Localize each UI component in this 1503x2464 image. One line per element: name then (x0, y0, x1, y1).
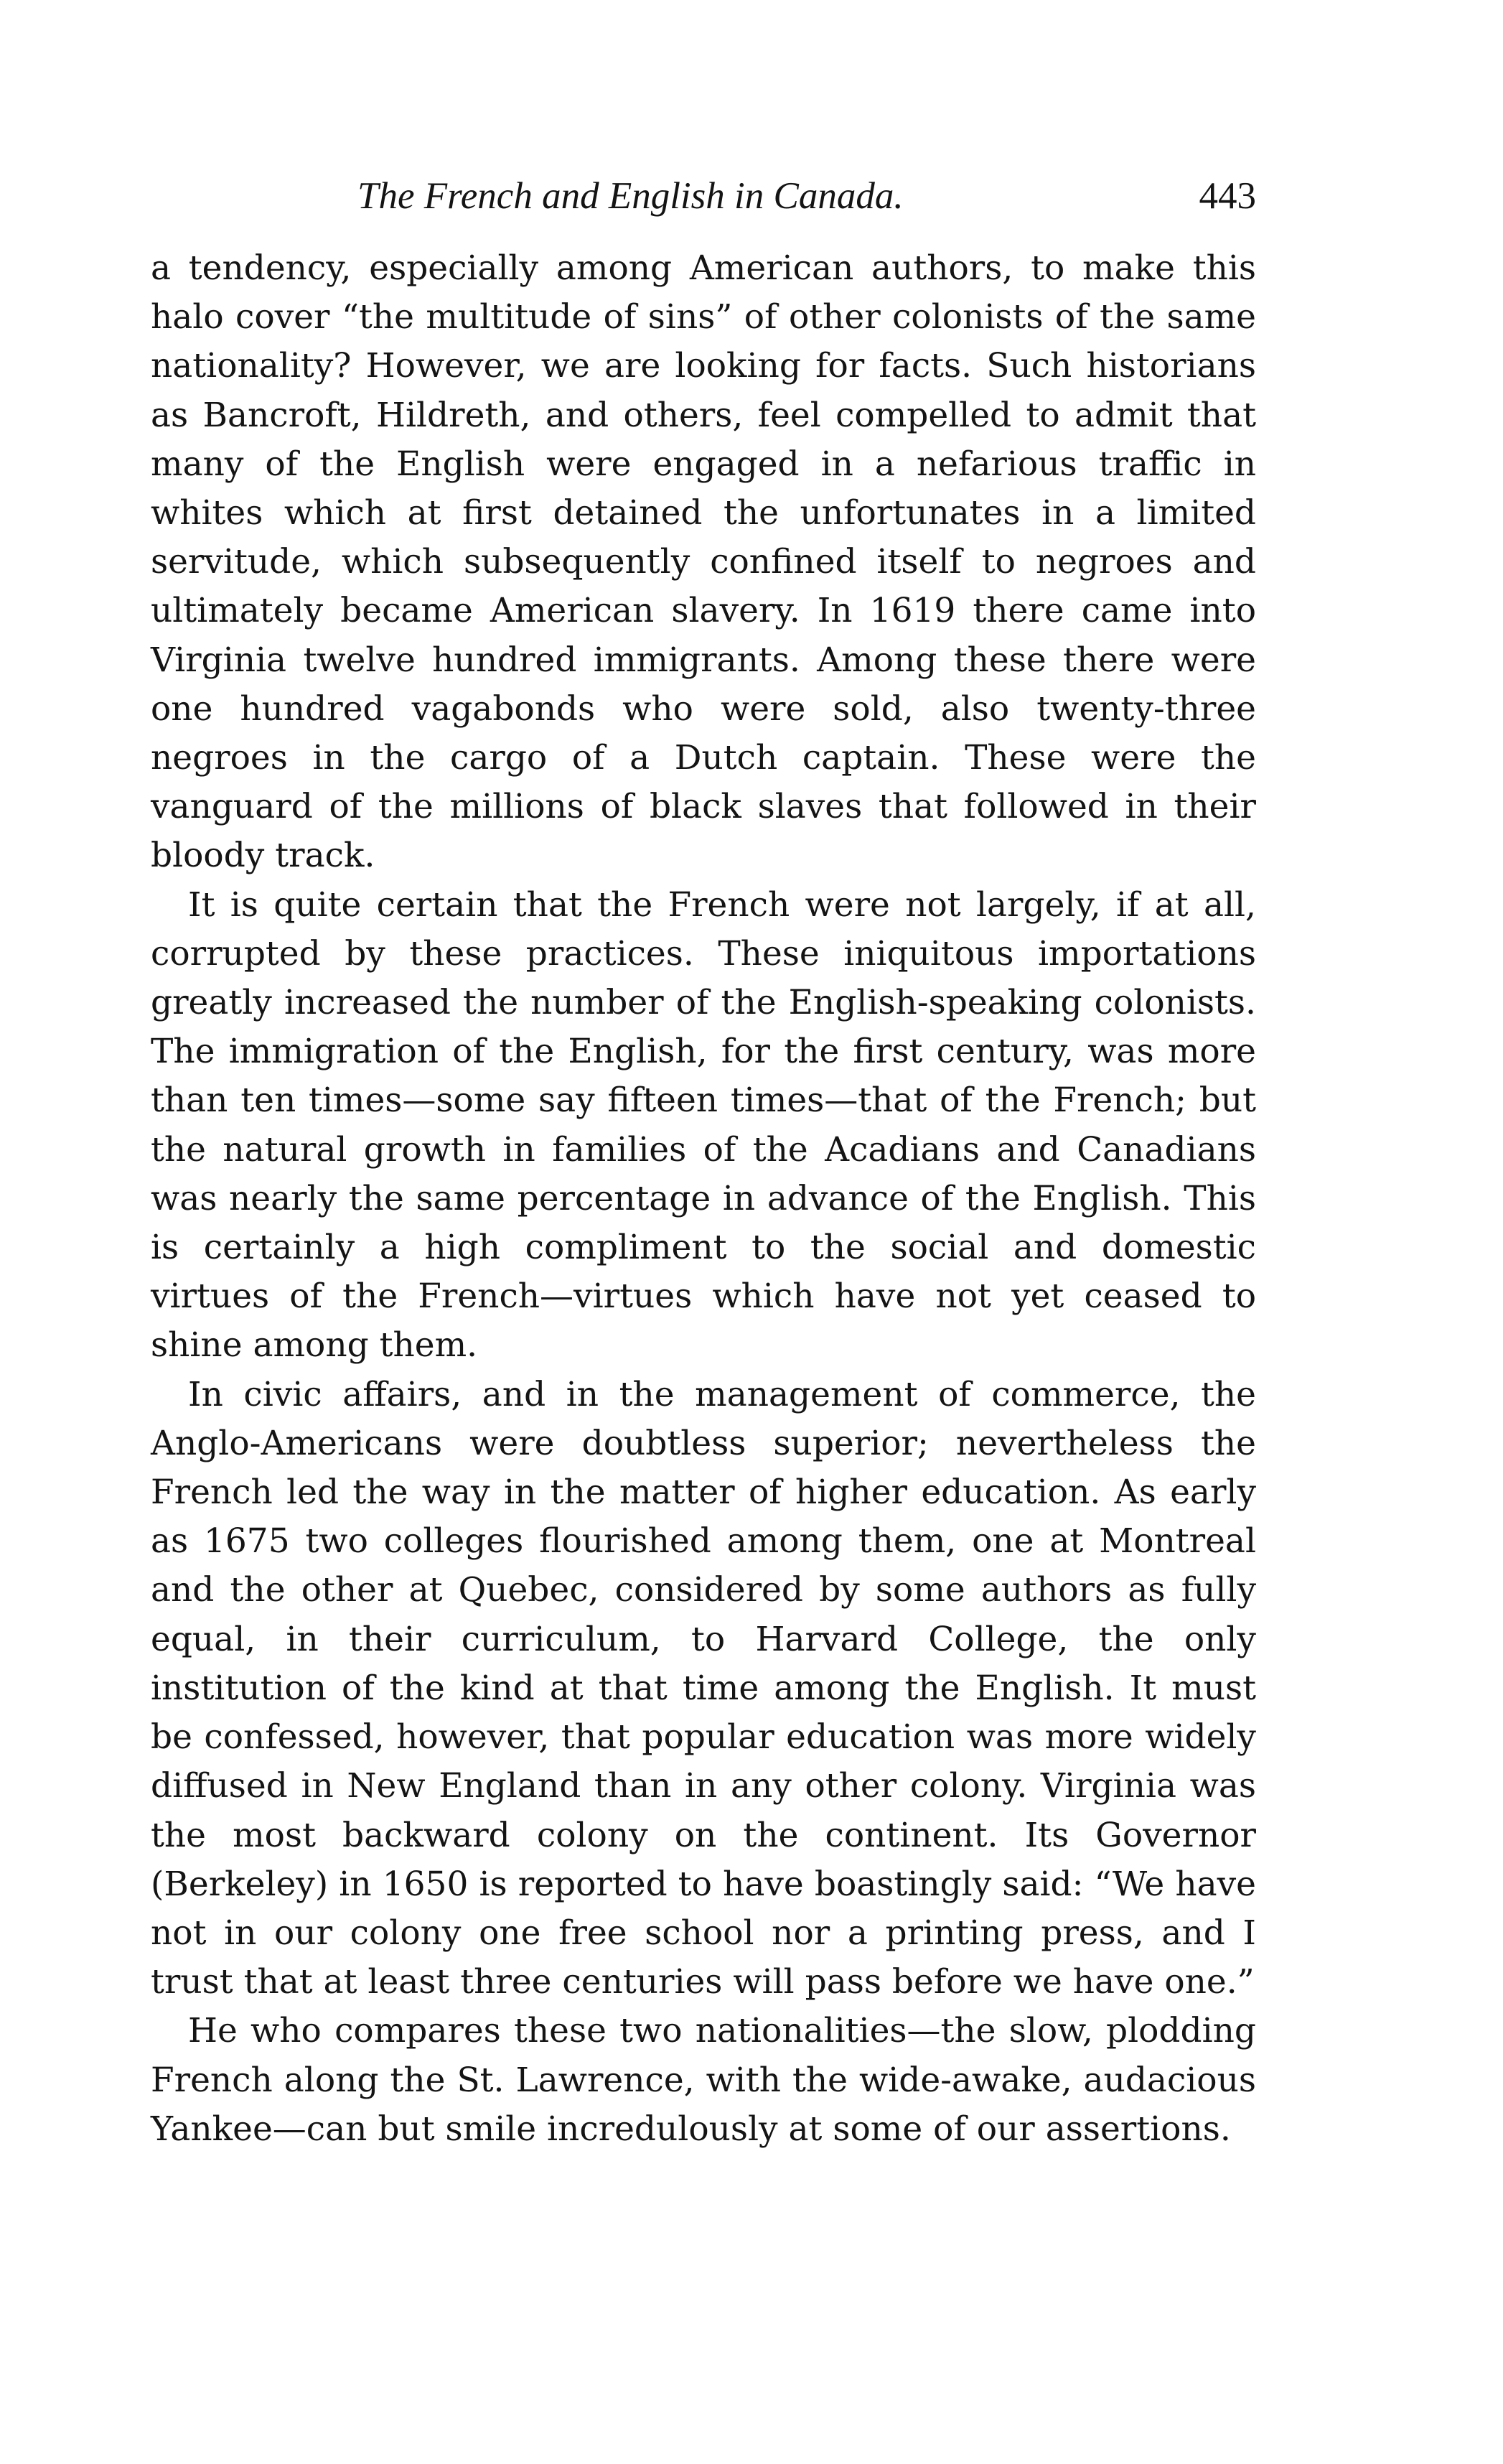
page-header (151, 171, 1256, 221)
page-number: 443 (1199, 175, 1256, 217)
paragraph-1: a tendency, especially among American authors, to make this halo cover “the multitude of sins” of other colonists of the same nationality? However, we are looking for facts. Such historians as Bancroft, Hildreth, and others, feel compelled to admit that many of the English were engaged in a nefarious traffic in whites which at first detained the unfortunates in a limited servitude, which subsequently confined itself to negroes and ultimately became American slavery. In 1619 there came into Virginia twelve hundred immigrants. Among these there were one hundred vagabonds who were sold, also twenty-three negroes in the cargo of a Dutch captain. These were the vanguard of the millions of black slaves that followed in their bloody track. (151, 248, 1256, 876)
paragraph-3: In civic affairs, and in the management of commerce, the Anglo-Americans were doubtless superior; nevertheless the French led the way in the matter of higher education. As early as 1675 two colleges flourished among them, one at Montreal and the other at Quebec, considered by some authors as fully equal, in their curriculum, to Harvard College, the only institution of the kind at that time among the English. It must be confessed, however, that popular education was more widely diffused in New England than in any other colony. Virginia was the most backward colony on the continent. Its Governor (Berkeley) in 1650 is reported to have boastingly said: “We have not in our colony one free school nor a printing press, and I trust that at least three centuries will pass before we have one.” (151, 1374, 1256, 2002)
paragraph-4: He who compares these two nationalities—the slow, plodding French along the St. Lawrence, with the wide-awake, audacious Yankee—can but smile incredulously at some of our assertions. (151, 2011, 1256, 2149)
body-text (151, 244, 1256, 2154)
paragraph-2: It is quite certain that the French were not largely, if at all, corrupted by these practices. These iniquitous importations greatly increased the number of the English-speaking colonists. The immigration of the English, for the first century, was more than ten times—some say fifteen times—that of the French; but the natural growth in families of the Acadians and Canadians was nearly the same percentage in advance of the English. This is certainly a high compliment to the social and domestic virtues of the French—virtues which have not yet ceased to shine among them. (151, 885, 1256, 1366)
running-head: The French and English in Canada. (357, 175, 904, 217)
